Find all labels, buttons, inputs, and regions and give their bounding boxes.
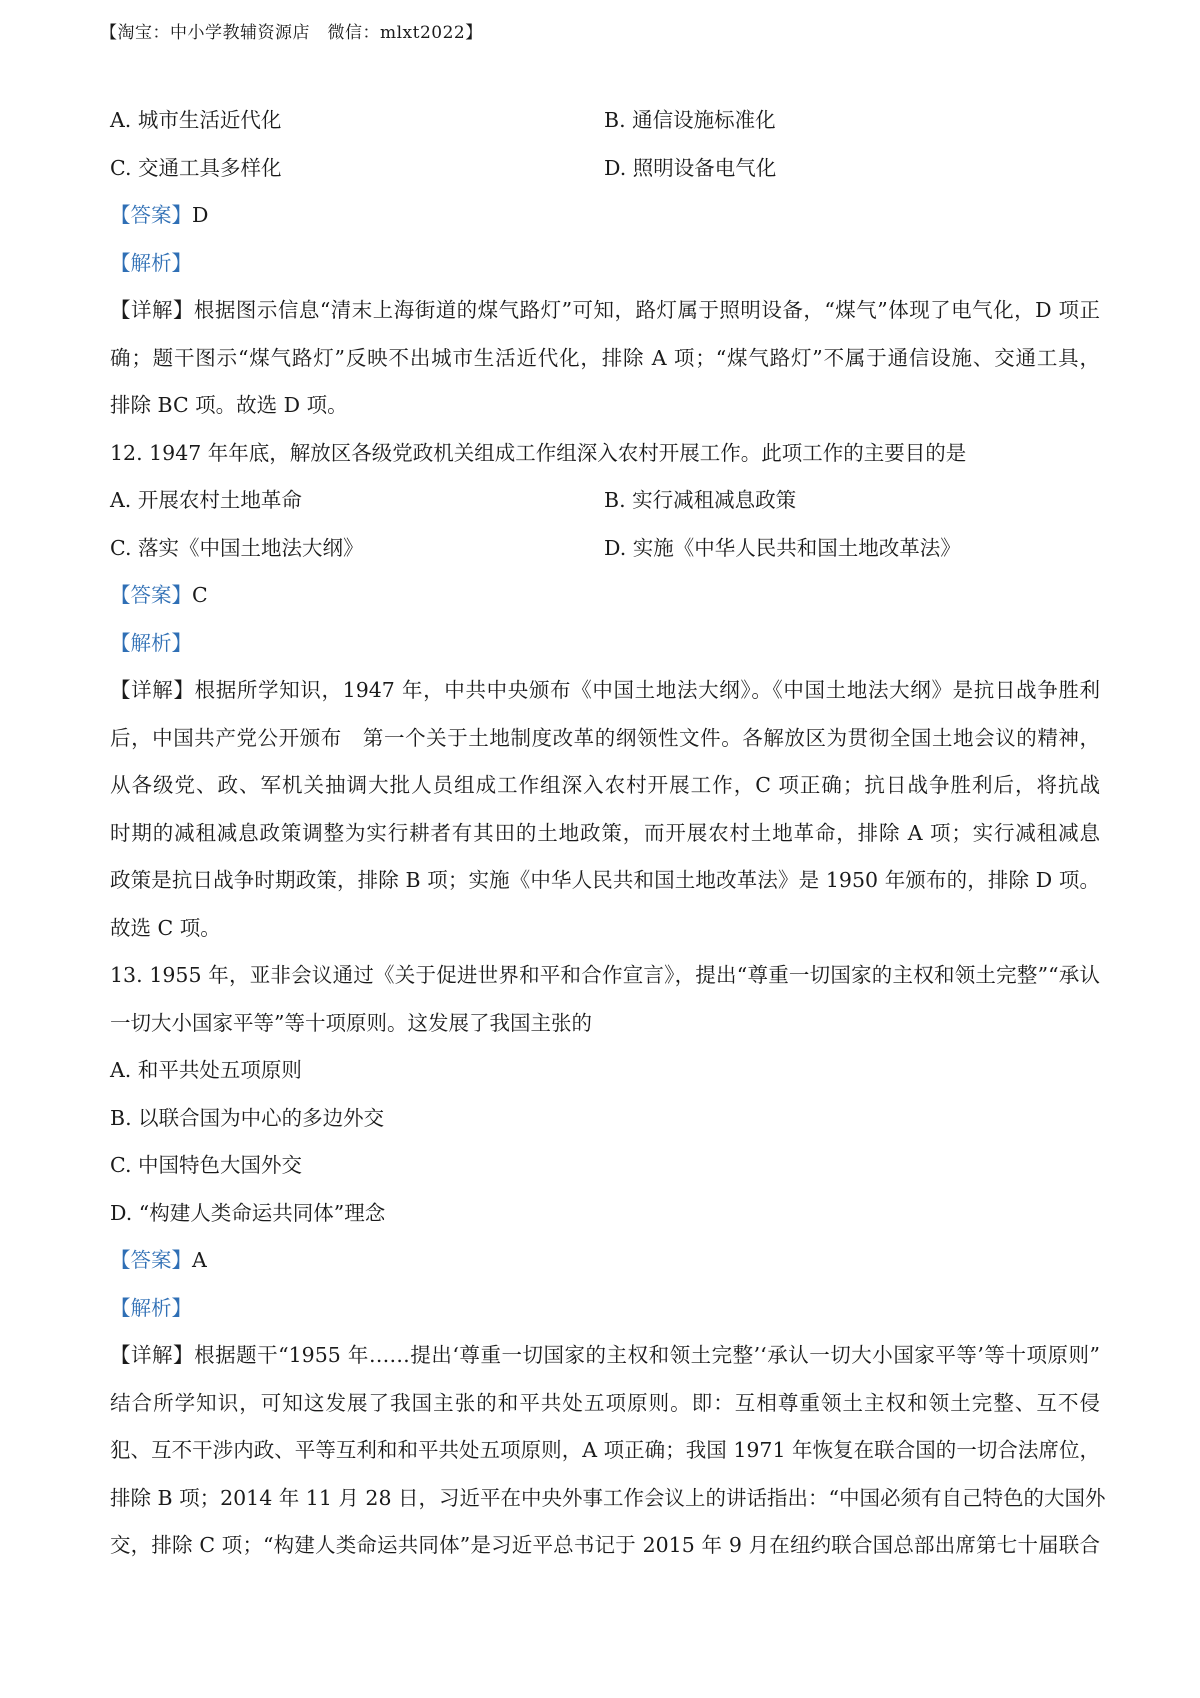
q13-stem [110, 952, 1100, 1047]
q12-detail-line: 政策是抗日战争时期政策，排除 B 项；实施《中华人民共和国土地改革法》是 1950 年颁布的，排除 D 项。 [110, 868, 1100, 892]
q13-stem-line: 一切大小国家平等”等十项原则。这发展了我国主张的 [110, 1010, 592, 1035]
q11-option-d: D. 照明设备电气化 [604, 155, 777, 180]
q13-detail-line: 【详解】根据题干“1955 年……提出‘尊重一切国家的主权和领土完整’‘承认一切大小国家平等’等十项原则” [110, 1343, 1100, 1367]
q12-detail [110, 667, 1100, 952]
q11-options-row-1 [110, 97, 1100, 145]
q12-detail-line: 后，中国共产党公开颁布 第一个关于土地制度改革的纲领性文件。各解放区为贯彻全国土地会议的精神， [110, 725, 1100, 750]
q11-detail-line: 排除 BC 项。故选 D 项。 [110, 393, 348, 417]
q12-detail-line: 从各级党、政、军机关抽调大批人员组成工作组深入农村开展工作，C 项正确；抗日战争胜利后，将抗战 [110, 773, 1100, 797]
q12-stem: 12. 1947 年年底，解放区各级党政机关组成工作组深入农村开展工作。此项工作的主要目的是 [110, 440, 967, 465]
q13-option-c: C. 中国特色大国外交 [110, 1153, 302, 1177]
q12-answer [110, 572, 1100, 620]
q11-analysis [110, 240, 1100, 288]
q13-analysis [110, 1285, 1100, 1333]
q11-option-a: A. 城市生活近代化 [110, 108, 282, 132]
q12-option-c: C. 落实《中国土地法大纲》 [110, 535, 364, 560]
q13-option-b: B. 以联合国为中心的多边外交 [110, 1105, 385, 1130]
answer-tag: 【答案】 [110, 203, 192, 227]
q13-answer [110, 1237, 1100, 1285]
q12-detail-line: 时期的减租减息政策调整为实行耕者有其田的土地政策，而开展农村土地革命，排除 A 项；实行减租减息 [110, 820, 1100, 845]
q11-detail-line: 确；题干图示“煤气路灯”反映不出城市生活近代化，排除 A 项；“煤气路灯”不属于通信设施、交通工具， [110, 345, 1100, 370]
answer-tag: 【答案】 [110, 583, 192, 607]
q11-detail [110, 287, 1100, 430]
q11-answer [110, 192, 1100, 240]
q12-option-d: D. 实施《中华人民共和国土地改革法》 [604, 535, 961, 560]
watermark: 【淘宝：中小学教辅资源店 微信：mlxt2022】 [100, 23, 483, 43]
q12-options-row-2 [110, 525, 1100, 573]
q13-detail-line: 排除 B 项；2014 年 11 月 28 日，习近平在中央外事工作会议上的讲话指出：“中国必须有自己特色的大国外 [110, 1485, 1106, 1510]
q13-detail [110, 1332, 1106, 1570]
q11-option-b: B. 通信设施标准化 [604, 108, 776, 132]
answer-value: A [192, 1248, 207, 1272]
analysis-tag: 【解析】 [110, 630, 192, 655]
q12-detail-line: 【详解】根据所学知识，1947 年，中共中央颁布《中国土地法大纲》。《中国土地法大纲》是抗日战争胜利 [110, 678, 1100, 702]
q13-option-a: A. 和平共处五项原则 [110, 1058, 302, 1082]
q12-options-row-1 [110, 477, 1100, 525]
analysis-tag: 【解析】 [110, 1295, 192, 1320]
q13-detail-line: 结合所学知识，可知这发展了我国主张的和平共处五项原则。即：互相尊重领土主权和领土完整、互不侵 [110, 1390, 1100, 1415]
q12-option-a: A. 开展农村土地革命 [110, 488, 302, 512]
q11-option-c: C. 交通工具多样化 [110, 155, 282, 180]
q12-detail-line: 故选 C 项。 [110, 915, 221, 940]
q13-stem-line: 13. 1955 年，亚非会议通过《关于促进世界和平和合作宣言》，提出“尊重一切国家的主权和领土完整”“承认 [110, 963, 1100, 987]
q11-detail-line: 【详解】根据图示信息“清末上海街道的煤气路灯”可知，路灯属于照明设备，“煤气”体现了电气化，D 项正 [110, 298, 1100, 322]
answer-value: C [192, 583, 208, 607]
q13-option-d: D. “构建人类命运共同体”理念 [110, 1200, 386, 1225]
q13-detail-line: 犯、互不干涉内政、平等互利和和平共处五项原则，A 项正确；我国 1971 年恢复在联合国的一切合法席位， [110, 1438, 1100, 1462]
q13-detail-line: 交，排除 C 项；“构建人类命运共同体”是习近平总书记于 2015 年 9 月在纽约联合国总部出席第七十届联合 [110, 1533, 1100, 1557]
analysis-tag: 【解析】 [110, 250, 192, 275]
answer-tag: 【答案】 [110, 1248, 192, 1272]
q12-option-b: B. 实行减租减息政策 [604, 488, 797, 512]
answer-value: D [192, 203, 209, 227]
q11-options-row-2 [110, 145, 1100, 193]
q12-analysis [110, 620, 1100, 668]
document-body [110, 97, 1106, 1570]
